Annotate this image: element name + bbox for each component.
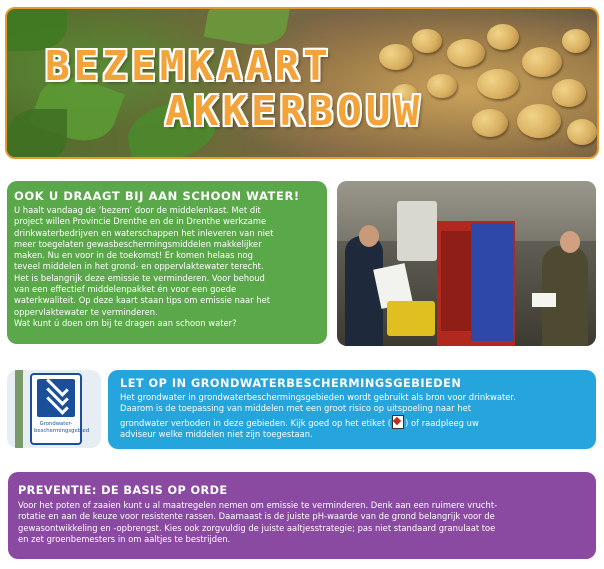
section-body bbox=[18, 500, 588, 546]
body-line: Daarom is de toepassing van middelen met een groot risico op uitspoeling naar het bbox=[120, 403, 472, 414]
sign-post bbox=[15, 370, 23, 448]
section-body bbox=[120, 392, 588, 441]
body-line: U haalt vandaag de ‘bezem’ door de middelenkast. Met dit bbox=[14, 205, 261, 215]
section-heading: LET OP IN GRONDWATERBESCHERMINGSGEBIEDEN bbox=[120, 377, 462, 390]
sign-image bbox=[7, 370, 101, 448]
body-line: en zet groenbemesters in om aaltjes te bestrijden. bbox=[18, 534, 231, 545]
section-heading: OOK U DRAAGT BIJ AAN SCHOON WATER! bbox=[14, 189, 300, 203]
potato bbox=[567, 119, 597, 145]
body-line: teveel middelen in het grond- en oppervlaktewater terecht. bbox=[14, 261, 264, 272]
grondwater-sign bbox=[30, 373, 90, 445]
body-line: oppervlaktewater te verminderen. bbox=[14, 306, 158, 317]
body-line: drinkwaterbedrijven en waterschappen het inleveren van niet bbox=[14, 227, 274, 238]
body-line: Het grondwater in grondwaterbeschermingsgebieden wordt gebruikt als bron voor drinkwater. bbox=[120, 392, 516, 402]
schoon-water-section bbox=[7, 181, 327, 344]
body-line: Voor het poten of zaaien kunt u al maatregelen nemen om emissie te verminderen. Denk aan een ruimere vrucht- bbox=[18, 500, 498, 510]
potato bbox=[472, 109, 508, 137]
body-line: project willen Provincie Drenthe en de in Drenthe werkzame bbox=[14, 216, 267, 227]
potato bbox=[447, 39, 485, 67]
page-title-line1: BEZEMKAART bbox=[45, 42, 332, 90]
grondwater-section bbox=[108, 370, 596, 449]
body-line: grondwater verboden in deze gebieden. Kijk goed op het etiket ( bbox=[120, 417, 392, 428]
body-line: meer toegelaten gewasbeschermingsmiddelen makkelijker bbox=[14, 238, 262, 249]
body-line: waterkwaliteit. Op deze kaart staan tips om emissie naar het bbox=[14, 295, 271, 306]
header-banner bbox=[5, 7, 599, 159]
sign-label: Grondwater- beschermingsgebied bbox=[34, 421, 90, 434]
body-line: van een effectief middelenpakket én voor een goede bbox=[14, 284, 237, 295]
potato bbox=[552, 79, 586, 107]
body-line: maken. Nu en voor in de toekomst! Er komen helaas nog bbox=[14, 250, 253, 261]
section-heading: PREVENTIE: DE BASIS OP ORDE bbox=[18, 484, 228, 497]
potato bbox=[522, 47, 562, 77]
blue-cabinet bbox=[471, 223, 513, 341]
preventie-section bbox=[8, 472, 596, 559]
body-line: gewasontwikkeling en -opbrengst. Kies ook zorgvuldig de juiste aaltjesstrategie; pas niet standaard granulaat toe bbox=[18, 522, 496, 533]
potato bbox=[412, 29, 442, 53]
body-line: rotatie en aan de keuze voor resistente rassen. Daarnaast is de juiste pH-waarde van de grond belangrijk voor de bbox=[18, 511, 495, 522]
potato bbox=[487, 24, 519, 50]
body-line-end: ) of raadpleeg uw bbox=[405, 417, 479, 428]
page-title-line2: AKKERBOUW bbox=[165, 87, 424, 135]
section-body bbox=[14, 205, 320, 329]
chevron-icon bbox=[37, 379, 75, 417]
etiket-icon bbox=[392, 415, 404, 429]
body-line: adviseur welke middelen niet zijn toegestaan. bbox=[120, 429, 313, 440]
body-line: Wat kunt ú doen om bij te dragen aan schoon water? bbox=[14, 317, 237, 328]
potato bbox=[427, 74, 457, 98]
potato bbox=[562, 29, 590, 53]
potato bbox=[477, 69, 519, 99]
photo-workshop bbox=[337, 181, 596, 346]
potato bbox=[379, 44, 413, 70]
body-line: Het is belangrijk deze emissie te verminderen. Voor behoud bbox=[14, 272, 265, 283]
potato bbox=[517, 104, 561, 138]
leaf-decoration bbox=[7, 109, 67, 159]
